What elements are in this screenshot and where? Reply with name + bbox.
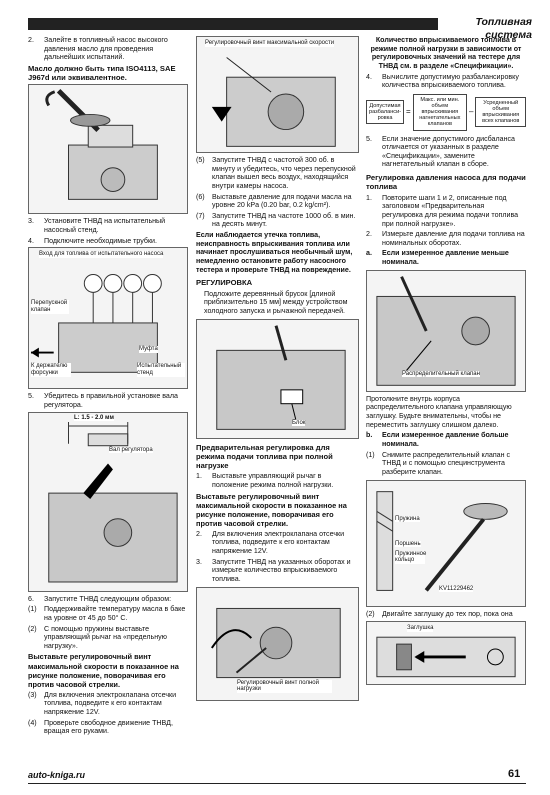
list-item: 2. Залейте в топливный насос высокого давления масло для проведения дальнейших испытаний. [28,36,168,62]
list-item: 4. Вычислите допустимую разбалансировку количества впрыскиваемого топлива. [366,72,519,90]
leak-warning: Если наблюдается утечка топлива, неисправность впрыскивания топлива или начинает прослушиваться необычный шум, немедленно остановите работу насосного тестера и проверьте ТНВД на повреждение. [196,231,353,274]
section-heading: РЕГУЛИРОВКА [196,278,253,288]
imbalance-formula [366,94,526,131]
page-number: 61 [508,768,521,780]
figure-max-speed-screw [196,36,359,153]
formula-box-average: Усредненный объем впрыскивания всех клапанов [475,97,526,128]
warning-note: Выставьте регулировочный винт максимальной скорости в показанное на рисунке положение, поворачивая его против часовой стрелки. [28,652,179,689]
list-item: (7) Запустите ТНВД на частоте 1000 об. в мин. на десять минут. [196,211,356,229]
formula-minus: – [468,107,474,117]
section-heading: Регулировка давления насоса для подачи топлива [366,173,526,192]
list-item: b. Если измеренное давление больше номинала. [366,431,509,448]
subsection-heading: Предварительная регулировка для режима подачи топлива при полной нагрузке [196,442,333,470]
footer-rule [28,783,526,784]
list-item: 6. Запустите ТНВД следующим образом: [28,594,172,603]
formula-box-allowable: Допустимая разбаланси-ровка [366,100,404,124]
oil-note: Масло должно быть типа ISO4113, SAE J967d или эквивалентное. [28,63,176,83]
header-bar [28,18,438,30]
fig-label: L: 1.5 - 2.0 мм [74,414,114,421]
fig-label: Испытательный стенд [137,363,185,376]
figure-valve-disassembly [366,480,526,607]
fig-label: Распределительный клапан [402,370,480,377]
figure-oil-filling [28,84,188,214]
list-item: a. Если измеренное давление меньше номинала. [366,249,509,267]
fig-label: Пружина [395,515,420,522]
fig-label: Заглушка [407,625,434,632]
governor-illustration [29,413,187,591]
list-item: 1. Выставьте управляющий рычаг в положение режима полной нагрузки. [196,472,334,489]
fig-label: Поршень [395,540,421,547]
block-illustration [197,320,358,438]
fig-label: Вход для топлива от испытательного насоса [39,251,164,258]
list-item: 3. Установите ТНВД на испытательный насосный стенд. [28,217,166,235]
fig-label: Регулировочный винт максимальной скорости [205,40,335,46]
fig-label: Пружинное кольцо [395,550,427,564]
figure-full-load-screw [196,587,359,701]
fig-label: Вал регулятора [109,446,153,453]
list-item: (4) Проверьте свободное движение ТНВД, вращая его руками. [28,718,173,736]
list-item: (5) Запустите ТНВД с частотой 300 об. в минуту и убедитесь, что через перепускной клапан вышел весь воздух, находящийся внутри камеры насоса. [196,156,356,190]
list-item: 2. Для включения электроклапана отсечки топлива, подведите к его контактам напряжение 12V. [196,529,345,555]
fig-label: KV11229462 [439,585,474,592]
list-item: (3) Для включения электроклапана отсечки топлива, подведите к его контактам напряжение 12V. [28,690,177,716]
list-item: 3. Запустите ТНВД на указанных оборотах и измерьте количество впрыскиваемого топлива. [196,557,351,583]
push-plug-text: Протолкните внутрь корпуса распределительного клапана управляющую заглушку. Будьте внимательны, чтобы не переместить заглушку слишком далеко. [366,394,512,429]
formula-equals: = [406,107,411,117]
column-left [28,36,188,738]
column-middle [196,36,359,701]
list-item: (2) Двигайте заглушку до тех пор, пока она [366,609,513,618]
list-item: 1. Повторите шаги 1 и 2, описанные под заголовком «Предварительная регулировка для режима подачи топлива при полной нагрузке». [366,193,519,228]
figure-test-stand [28,247,188,389]
figure-governor-shaft [28,412,188,592]
column-right [366,36,526,685]
max-speed-illustration [197,37,358,152]
page-title: Топливная система [475,16,532,41]
intro-text: Подложите деревянный брусок [длиной приблизительно 15 мм] между устройством холодного запуска и рычажной передачей. [204,289,348,315]
fig-label: Муфта [139,346,158,353]
list-item: 2. Измерьте давление для подачи топлива на номинальных оборотах. [366,230,525,247]
list-item: (1) Снимите распределительный клапан с ТНВД и с помощью специнструмента разберите клапан. [366,450,511,476]
list-item: 5. Если значение допустимого дисбаланса отличается от указанных в разделе «Спецификации», замените нагнетательный клапан в сборе. [366,134,515,169]
fig-label: К держателю форсунки [31,363,71,376]
list-item: (1) Поддерживайте температуру масла в баке на уровне от 45 до 50° С. [28,605,186,622]
injection-heading: Количество впрыскиваемого топлива в режиме полной нагрузки в зависимости от регулировочных значений на тестере для ТНВД см. в разделе «Спецификации». [370,36,522,70]
footer-site: auto-kniga.ru [28,770,86,780]
fig-label: Блок [292,419,306,426]
fig-label: Регулировочный винт полной нагрузки [237,680,332,693]
warning-note: Выставьте регулировочный винт максимальной скорости в показанное на рисунке положение, поворачивая его против часовой стрелки. [196,491,347,528]
figure-distributor-valve [366,270,526,392]
figure-plug [366,621,526,685]
list-item: 5. Убедитесь в правильной установке вала регулятора. [28,392,178,409]
list-item: (6) Выставьте давление для подачи масла на уровне 20 kPa (0.20 bar, 0.2 kg/cm²). [196,192,352,210]
figure-wood-block [196,319,359,439]
formula-box-maxmin: Макс. или мин. объем впрыскивания нагнетательных клапанов [413,94,467,131]
plug-illustration [367,622,525,684]
pump-illustration [29,85,187,213]
list-item: 4. Подключите необходимые трубки. [28,236,157,245]
list-item: (2) С помощью пружины выставьте управляющий рычаг на «предельную нагрузку». [28,624,167,650]
fig-label: Перепускной клапан [31,300,68,313]
